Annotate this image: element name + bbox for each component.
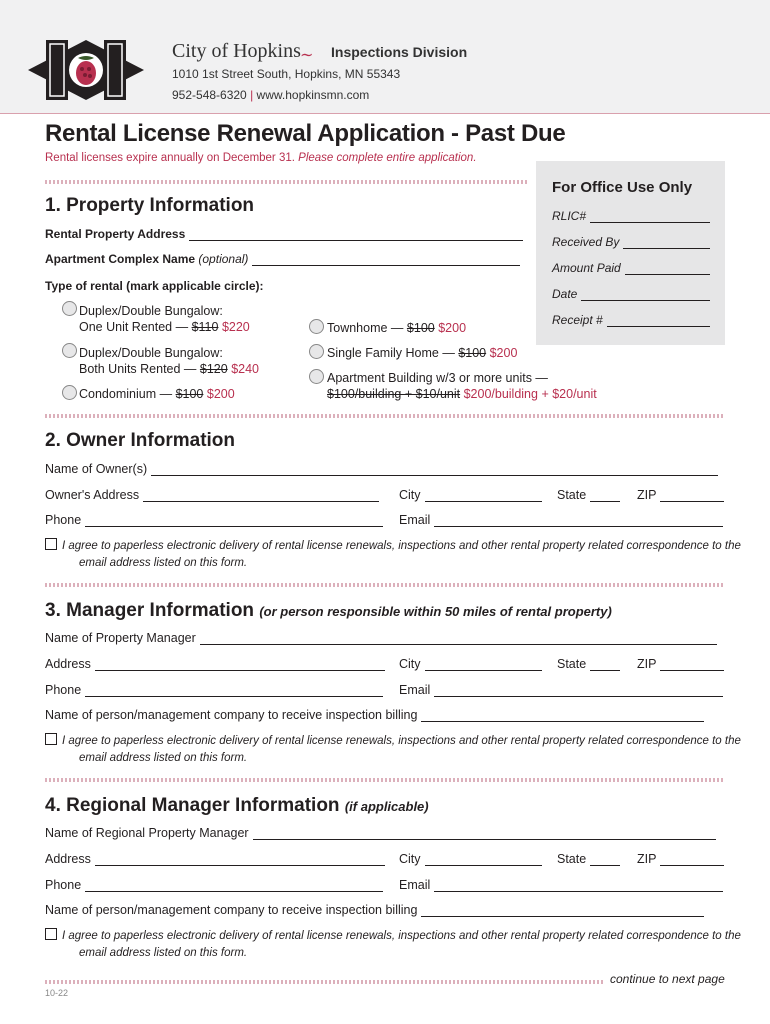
divider [45,414,725,418]
separator: | [250,88,254,102]
manager-email-field[interactable]: Email [399,683,723,697]
checkbox[interactable] [45,928,57,940]
manager-state-field[interactable]: State [557,657,620,671]
section-1-title: 1. Property Information [45,195,255,216]
regional-city-field[interactable]: City [399,852,542,866]
swoosh-icon: ∼ [300,47,314,64]
office-title: For Office Use Only [552,179,693,196]
divider [45,583,725,587]
owner-email-field[interactable]: Email [399,513,723,527]
radio-duplex-one[interactable] [62,301,77,316]
office-field-amount[interactable]: Amount Paid [552,261,710,275]
city-phone: 952-548-6320 [172,88,247,102]
owner-address-field[interactable]: Owner's Address [45,488,379,502]
section-2-title: 2. Owner Information [45,430,236,451]
owner-state-field[interactable]: State [557,488,620,502]
subtitle-plain: Rental licenses expire annually on December 31. [45,152,295,164]
page-title: Rental License Renewal Application - Past Due [45,120,566,147]
checkbox[interactable] [45,733,57,745]
option-townhome: Townhome — $100 $200 [327,321,467,335]
city-contact [172,88,369,102]
owner-city-field[interactable]: City [399,488,542,502]
owner-name-field[interactable]: Name of Owner(s) [45,462,718,476]
radio-duplex-both[interactable] [62,343,77,358]
rental-type-label: Type of rental (mark applicable circle): [45,279,264,293]
office-field-receipt[interactable]: Receipt # [552,313,710,327]
property-address-field[interactable]: Rental Property Address [45,227,523,241]
radio-townhome[interactable] [309,319,324,334]
city-logo [26,38,146,102]
regional-state-field[interactable]: State [557,852,620,866]
manager-phone-field[interactable]: Phone [45,683,383,697]
city-name: City of Hopkins [172,40,301,62]
manager-address-field[interactable]: Address [45,657,385,671]
manager-paperless-checkbox[interactable]: I agree to paperless electronic delivery of rental license renewals, inspections and other rental property related correspondence to the email address listed on this form. [45,733,741,767]
manager-name-field[interactable]: Name of Property Manager [45,631,717,645]
divider [45,180,527,184]
owner-zip-field[interactable]: ZIP [637,488,724,502]
option-duplex-one: Duplex/Double Bungalow: One Unit Rented — $110 $220 [79,304,250,334]
office-field-date[interactable]: Date [552,287,710,301]
checkbox[interactable] [45,538,57,550]
regional-paperless-checkbox[interactable]: I agree to paperless electronic delivery of rental license renewals, inspections and other rental property related correspondence to the email address listed on this form. [45,928,741,962]
regional-zip-field[interactable]: ZIP [637,852,724,866]
regional-billing-field[interactable]: Name of person/management company to receive inspection billing [45,903,704,917]
page-subtitle [45,152,477,164]
owner-paperless-checkbox[interactable]: I agree to paperless electronic delivery of rental license renewals, inspections and other rental property related correspondence to the email address listed on this form. [45,538,741,572]
division-name: Inspections Division [331,44,468,60]
complex-name-field[interactable]: Apartment Complex Name (optional) [45,252,520,266]
option-apartment: Apartment Building w/3 or more units — $100/building + $10/unit $200/building + $20/unit [327,371,597,401]
manager-billing-field[interactable]: Name of person/management company to receive inspection billing [45,708,704,722]
form-version: 10-22 [45,988,69,998]
divider [45,980,603,984]
office-field-rlic[interactable]: RLIC# [552,209,710,223]
section-4-title: 4. Regional Manager Information (if applicable) [45,795,429,816]
divider [45,778,725,782]
owner-phone-field[interactable]: Phone [45,513,383,527]
manager-zip-field[interactable]: ZIP [637,657,724,671]
radio-single-family[interactable] [309,344,324,359]
office-use-box [536,161,725,345]
city-address: 1010 1st Street South, Hopkins, MN 55343 [172,67,401,81]
section-3-title: 3. Manager Information (or person responsible within 50 miles of rental property) [45,600,612,621]
continue-note: continue to next page [610,972,725,986]
regional-phone-field[interactable]: Phone [45,878,383,892]
option-duplex-both: Duplex/Double Bungalow: Both Units Rented — $120 $240 [79,346,260,376]
regional-address-field[interactable]: Address [45,852,385,866]
subtitle-italic: Please complete entire application. [298,152,477,164]
office-field-received[interactable]: Received By [552,235,710,249]
radio-apartment[interactable] [309,369,324,384]
city-website[interactable]: www.hopkinsmn.com [256,88,370,102]
regional-name-field[interactable]: Name of Regional Property Manager [45,826,716,840]
option-condominium: Condominium — $100 $200 [79,387,235,401]
option-single-family: Single Family Home — $100 $200 [327,346,518,360]
regional-email-field[interactable]: Email [399,878,723,892]
manager-city-field[interactable]: City [399,657,542,671]
radio-condominium[interactable] [62,385,77,400]
